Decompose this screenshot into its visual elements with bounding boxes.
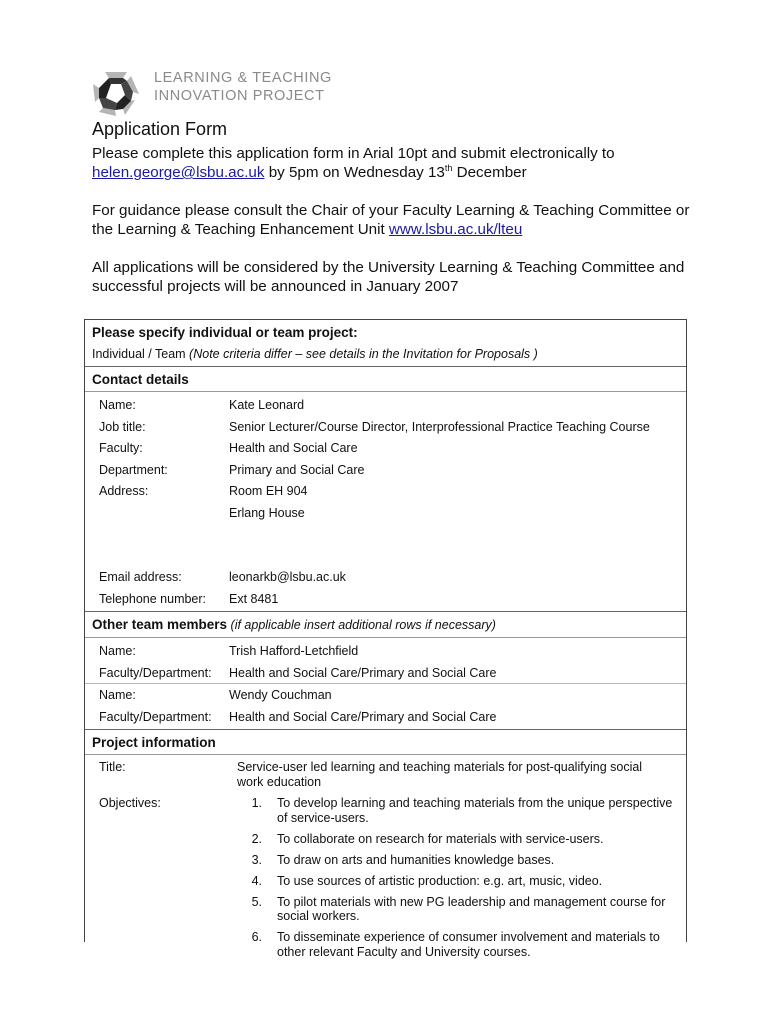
objective-item	[237, 874, 686, 889]
intro-section	[92, 118, 692, 296]
contact-section	[85, 366, 686, 609]
objective-text[interactable]: To pilot materials with new PG leadership and management course for social workers.	[277, 894, 666, 923]
project-type-section	[85, 320, 686, 366]
submission-email-link[interactable]: helen.george@lsbu.ac.uk	[92, 164, 265, 181]
contact-row-faculty	[85, 437, 686, 459]
project-heading: Project information	[92, 735, 216, 750]
field-value[interactable]: Room EH 904	[229, 484, 308, 498]
guidance-paragraph	[92, 201, 692, 239]
field-value[interactable]: leonarkb@lsbu.ac.uk	[229, 570, 346, 584]
field-value[interactable]: Primary and Social Care	[229, 462, 365, 477]
project-type-heading: Please specify individual or team project:	[92, 325, 358, 340]
objective-text[interactable]: To draw on arts and humanities knowledge bases.	[277, 852, 555, 867]
objective-item	[237, 796, 686, 825]
objective-number: 5.	[251, 894, 262, 909]
logo-line-1: LEARNING & TEACHING	[154, 70, 332, 86]
submission-instructions	[92, 144, 692, 182]
objective-number: 3.	[251, 852, 262, 867]
field-value[interactable]: Ext 8481	[229, 591, 279, 606]
team-row-name	[85, 640, 686, 662]
field-label: Faculty:	[99, 441, 143, 455]
contact-row-telephone	[85, 588, 686, 610]
field-label: Title:	[99, 760, 126, 774]
team-row-faculty	[85, 706, 686, 728]
project-type-value[interactable]	[85, 344, 686, 366]
field-label: Telephone number:	[99, 591, 207, 606]
contact-row-email	[85, 566, 686, 588]
page-title: Application Form	[92, 119, 228, 139]
logo-line-2: INNOVATION PROJECT	[154, 88, 325, 104]
deadline-text: by 5pm on Wednesday 13	[264, 164, 445, 181]
contact-row-address-2	[85, 502, 686, 524]
contact-row-department	[85, 459, 686, 481]
objective-text[interactable]: To disseminate experience of consumer involvement and materials to other relevant Faculty and University courses.	[277, 930, 660, 959]
field-value[interactable]: Trish Hafford-Letchfield	[229, 644, 359, 658]
objective-number: 4.	[251, 873, 262, 888]
pentagon-logo-icon	[91, 68, 141, 118]
field-label: Address:	[99, 484, 149, 498]
objective-item	[237, 930, 686, 959]
project-type-note: (Note criteria differ – see details in the Invitation for Proposals )	[189, 347, 538, 361]
team-heading	[85, 612, 686, 637]
field-label	[85, 505, 229, 522]
field-value[interactable]: Kate Leonard	[229, 398, 305, 412]
project-type-options: Individual / Team	[92, 347, 190, 361]
application-form-table	[84, 319, 687, 959]
field-value[interactable]: Health and Social Care/Primary and Social Care	[229, 709, 497, 724]
objective-number: 2.	[251, 831, 262, 846]
objective-number: 1.	[251, 796, 262, 810]
objective-number: 6.	[251, 930, 262, 944]
field-label: Department:	[99, 462, 168, 477]
team-heading-text: Other team members	[92, 617, 228, 632]
objective-text[interactable]: To collaborate on research for materials with service-users.	[277, 831, 604, 846]
contact-row-address	[85, 480, 686, 502]
field-label: Email address:	[99, 570, 182, 584]
deadline-month: December	[452, 164, 527, 181]
field-label: Name:	[99, 398, 136, 412]
team-section	[85, 611, 686, 727]
project-objectives-row	[85, 794, 686, 970]
consideration-paragraph: All applications will be considered by the University Learning & Teaching Committee and successful projects will be announced in January 2007	[92, 259, 685, 295]
field-value[interactable]: Health and Social Care	[229, 441, 358, 455]
logo-text	[154, 69, 332, 105]
project-section	[85, 729, 686, 970]
field-label: Faculty/Department:	[99, 709, 212, 724]
project-title-value[interactable]: Service-user led learning and teaching materials for post-qualifying social work education	[237, 760, 643, 789]
team-row-faculty	[85, 662, 686, 684]
deadline-suffix: th	[444, 162, 453, 173]
field-label: Name:	[99, 688, 136, 702]
objective-item	[237, 895, 686, 924]
team-row-name	[85, 684, 686, 706]
contact-row-name	[85, 394, 686, 416]
project-title-row	[85, 755, 686, 794]
lteu-link[interactable]: www.lsbu.ac.uk/lteu	[388, 221, 523, 238]
field-label: Name:	[99, 644, 136, 658]
field-value[interactable]: Erlang House	[229, 505, 305, 520]
contact-row-job-title	[85, 416, 686, 438]
objectives-list	[237, 796, 686, 966]
field-label: Faculty/Department:	[99, 665, 212, 680]
instructions-text: Please complete this application form in Arial 10pt and submit electronically to	[92, 145, 615, 162]
field-value[interactable]: Health and Social Care/Primary and Social Care	[229, 665, 497, 680]
objective-text[interactable]: To use sources of artistic production: e.g. art, music, video.	[277, 873, 603, 888]
guidance-text: For guidance please consult the Chair of your Faculty Learning & Teaching Committee or the Learning & Teaching Enhancement Unit	[92, 202, 690, 238]
objective-text[interactable]: To develop learning and teaching materials from the unique perspective of service-users.	[277, 796, 673, 825]
field-label: Job title:	[99, 419, 146, 434]
team-heading-note: (if applicable insert additional rows if necessary)	[227, 618, 496, 632]
field-value[interactable]: Wendy Couchman	[229, 688, 332, 702]
objective-item	[237, 832, 686, 847]
field-value[interactable]: Senior Lecturer/Course Director, Interprofessional Practice Teaching Course	[229, 419, 650, 434]
objective-item	[237, 853, 686, 868]
field-label: Objectives:	[99, 796, 161, 810]
contact-heading: Contact details	[92, 372, 189, 387]
